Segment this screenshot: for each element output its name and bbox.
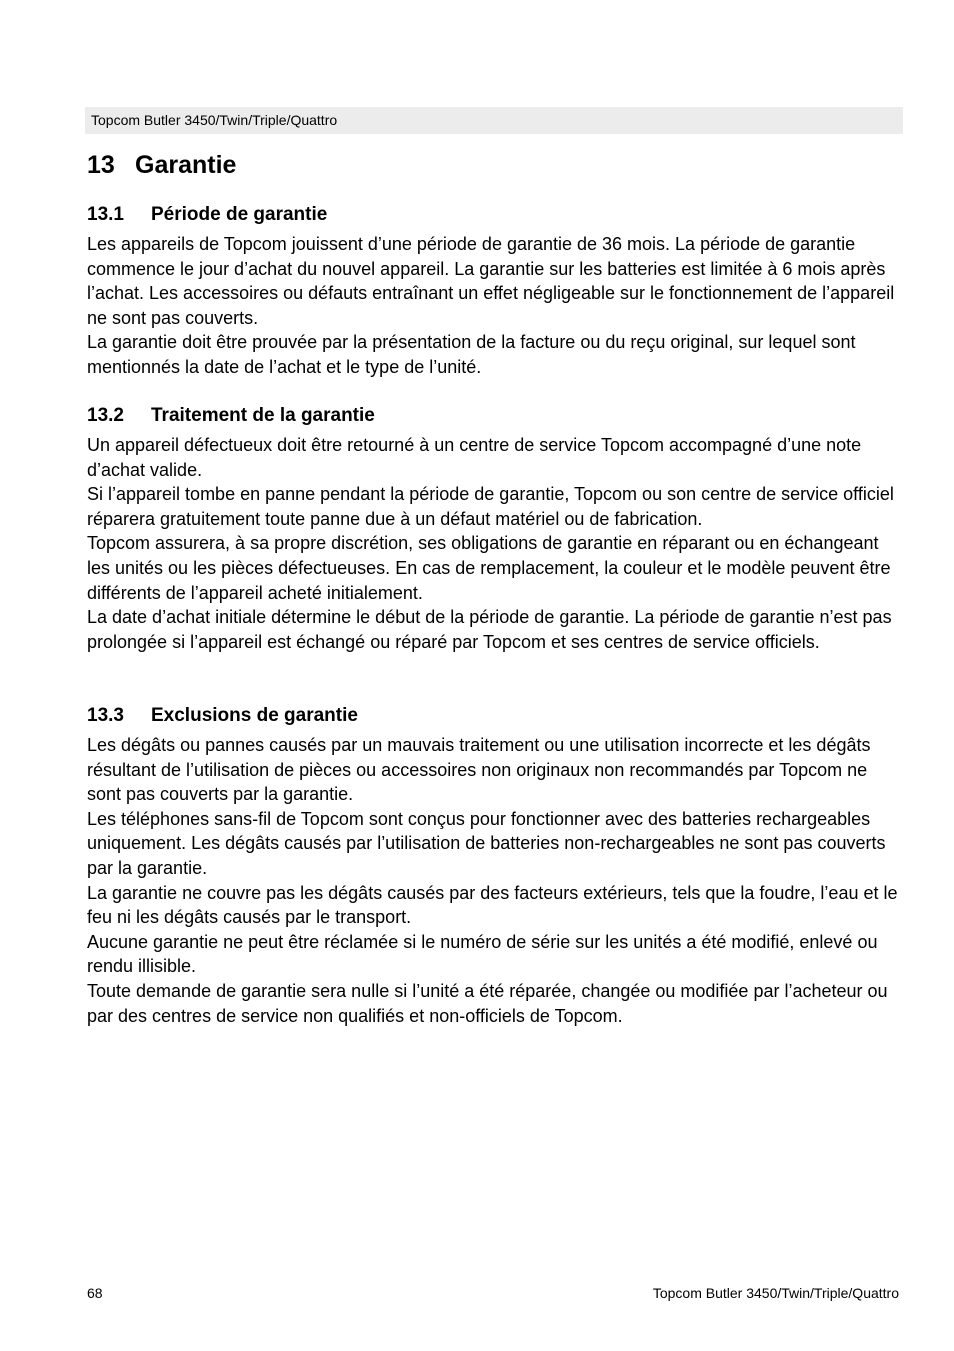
paragraph: Si l’appareil tombe en panne pendant la période de garantie, Topcom ou son centre de service officiel réparera gratuitement toute panne due à un défaut matériel ou de fabrication.: [87, 484, 894, 529]
paragraph: Les dégâts ou pannes causés par un mauvais traitement ou une utilisation incorrecte et les dégâts résultant de l’utilisation de pièces ou accessoires non originaux non recommandés par Topcom ne sont pas couverts par la garantie.: [87, 735, 871, 805]
section-title: Exclusions de garantie: [151, 705, 358, 726]
chapter-title-text: Garantie: [135, 151, 237, 179]
running-header-title: Topcom Butler 3450/Twin/Triple/Quattro: [91, 112, 338, 128]
paragraph: Les téléphones sans-fil de Topcom sont conçus pour fonctionner avec des batteries rechargeables uniquement. Les dégâts causés par l’utilisation de batteries non-rechargeables ne sont pas couverts par la garantie.: [87, 808, 886, 878]
section-number: 13.1: [87, 204, 124, 225]
paragraph: La garantie doit être prouvée par la présentation de la facture ou du reçu original, sur lequel sont mentionnés la date de l’achat et le type de l’unité.: [87, 332, 856, 377]
section-heading: [87, 200, 903, 230]
section-warranty-exclusions: [87, 701, 903, 1028]
section-title: Période de garantie: [151, 204, 328, 225]
paragraph: Aucune garantie ne peut être réclamée si le numéro de série sur les unités a été modifié, enlevé ou rendu illisible.: [87, 931, 878, 977]
section-number: 13.3: [87, 705, 124, 726]
paragraph: Topcom assurera, à sa propre discrétion, ses obligations de garantie en réparant ou en échangeant les unités ou les pièces défectueuses. En cas de remplacement, la couleur et le modèle peuvent être différents de l’appareil acheté initialement.: [87, 533, 891, 603]
running-header: [85, 107, 903, 134]
paragraph: La date d’achat initiale détermine le début de la période de garantie. La période de garantie n’est pas prolongée si l’appareil est échangé ou réparé par Topcom et ses centres de service officiels.: [87, 607, 892, 652]
chapter-number: 13: [87, 151, 115, 179]
footer-title: Topcom Butler 3450/Twin/Triple/Quattro: [652, 1285, 899, 1301]
page-number: 68: [87, 1285, 103, 1301]
paragraph: Un appareil défectueux doit être retourné à un centre de service Topcom accompagné d’une note d’achat valide.: [87, 435, 862, 480]
section-number: 13.2: [87, 405, 124, 426]
section-heading: [87, 701, 903, 731]
paragraph: La garantie ne couvre pas les dégâts causés par des facteurs extérieurs, tels que la foudre, l’eau et le feu ni les dégâts causés par le transport.: [87, 882, 898, 928]
section-warranty-period: [87, 200, 903, 380]
paragraph: Toute demande de garantie sera nulle si l’unité a été réparée, changée ou modifiée par l’acheteur ou par des centres de service non qualifiés et non-officiels de Topcom.: [87, 980, 888, 1026]
section-heading: [87, 401, 903, 431]
section-title: Traitement de la garantie: [151, 405, 375, 426]
paragraph: Les appareils de Topcom jouissent d’une période de garantie de 36 mois. La période de garantie commence le jour d’achat du nouvel appareil. La garantie sur les batteries est limitée à 6 mois après l’achat. Les accessoires ou défauts entraînant un effet négligeable sur le fonctionnement de l’appareil ne sont pas couverts.: [87, 234, 895, 328]
chapter-title: [87, 146, 236, 184]
section-warranty-handling: [87, 401, 903, 654]
